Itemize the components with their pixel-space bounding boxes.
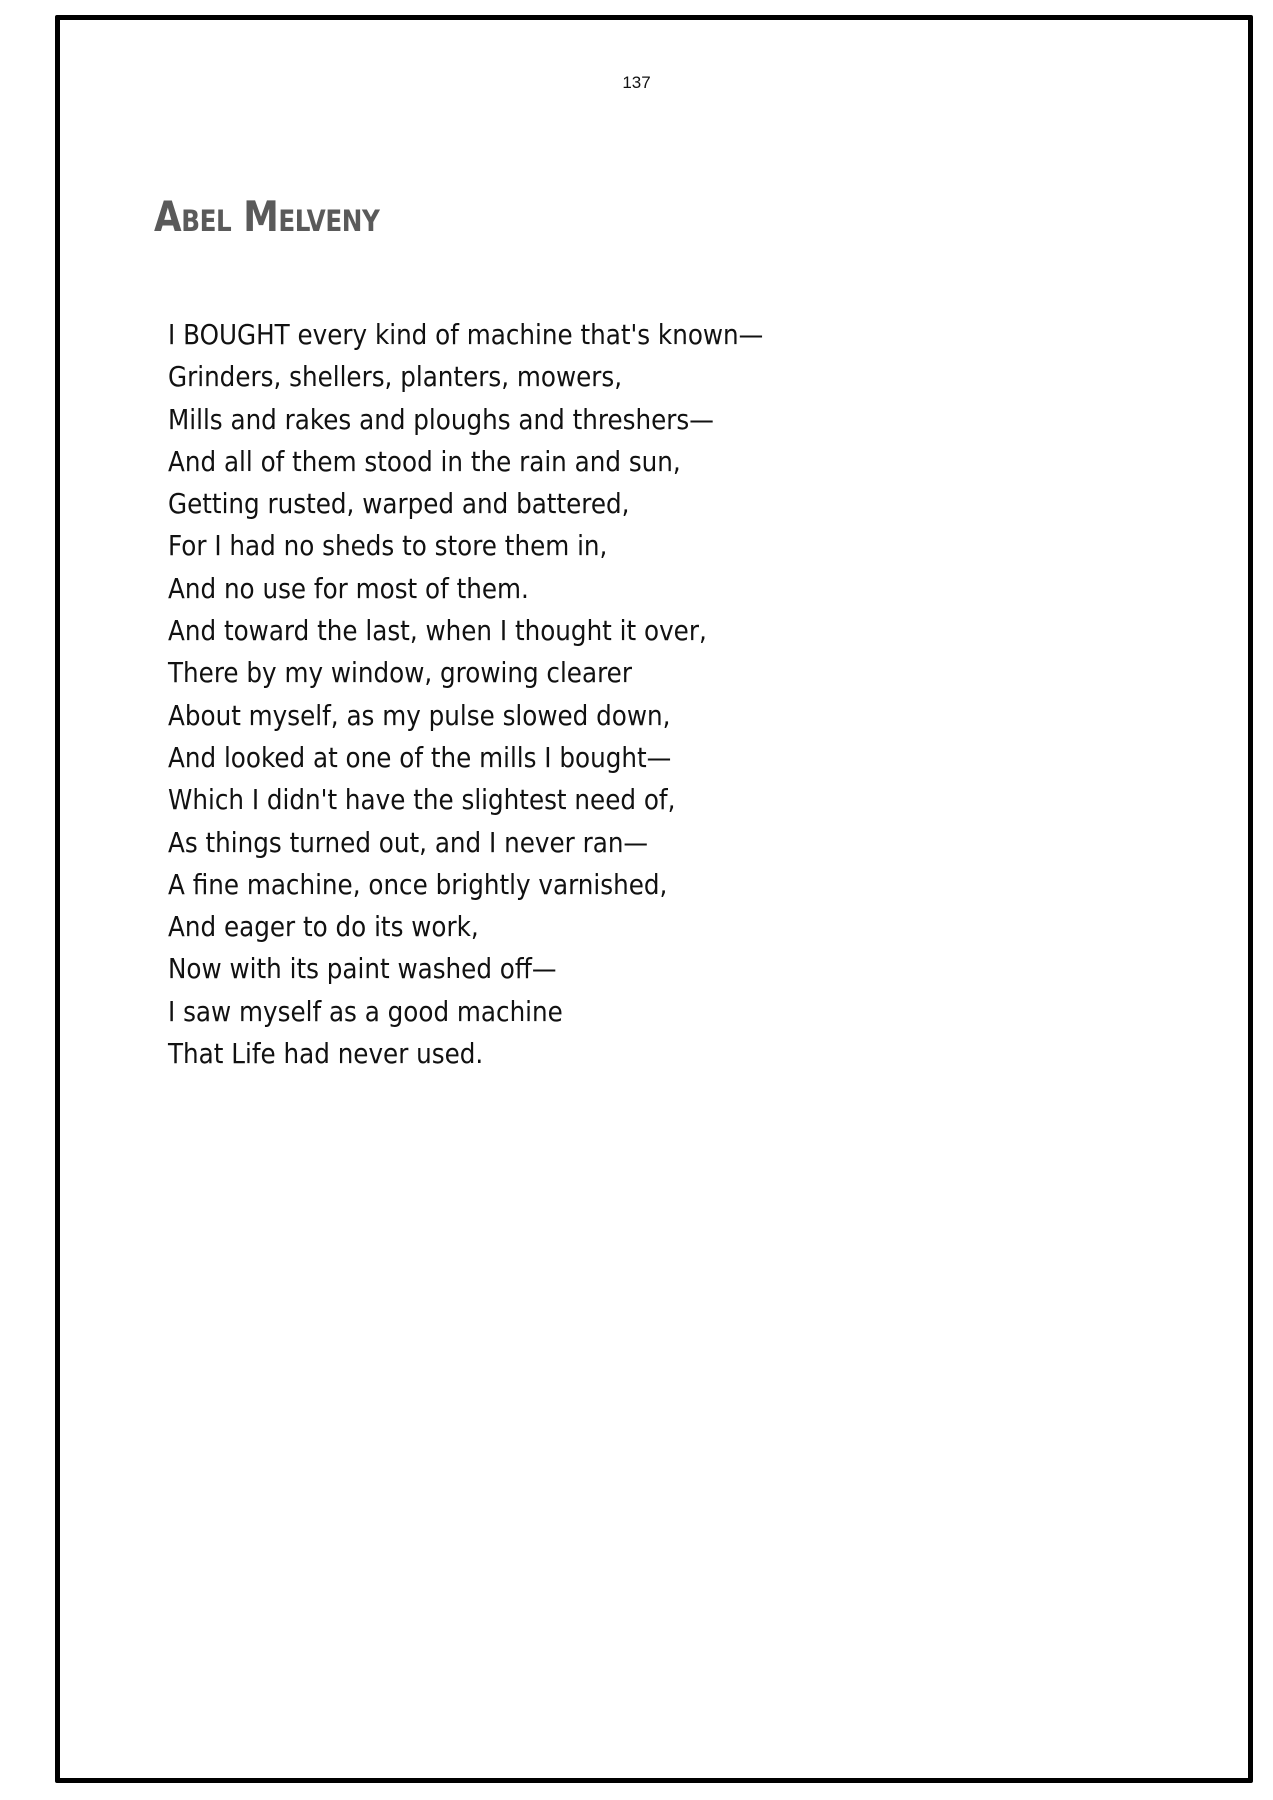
poem-line: There by my window, growing clearer	[168, 656, 632, 690]
page-number: 137	[622, 73, 651, 92]
poem-line: For I had no sheds to store them in,	[168, 529, 608, 563]
poem-line: As things turned out, and I never ran—	[168, 825, 649, 859]
poem-line: That Life had never used.	[168, 1037, 484, 1071]
poem-line: Now with its paint washed off—	[168, 952, 557, 986]
poem-line: About myself, as my pulse slowed down,	[168, 698, 671, 732]
poem-line: A fine machine, once brightly varnished,	[168, 867, 668, 901]
poem-line: And toward the last, when I thought it over,	[168, 614, 707, 648]
poem-line: Mills and rakes and ploughs and threshers—	[168, 402, 714, 436]
poem-line: Grinders, shellers, planters, mowers,	[168, 360, 623, 394]
poem-title: Abel Melveny	[154, 192, 380, 241]
poem-line: Which I didn't have the slightest need of,	[168, 783, 676, 817]
poem-body	[168, 314, 763, 1075]
poem-line: And looked at one of the mills I bought—	[168, 740, 672, 774]
poem-line: And no use for most of them.	[168, 571, 529, 605]
poem-line: And all of them stood in the rain and sun,	[168, 444, 681, 478]
poem-line: I saw myself as a good machine	[168, 994, 563, 1028]
poem-line: And eager to do its work,	[168, 910, 479, 944]
poem-line: Getting rusted, warped and battered,	[168, 487, 630, 521]
poem-line: I BOUGHT every kind of machine that's known—	[168, 318, 764, 351]
